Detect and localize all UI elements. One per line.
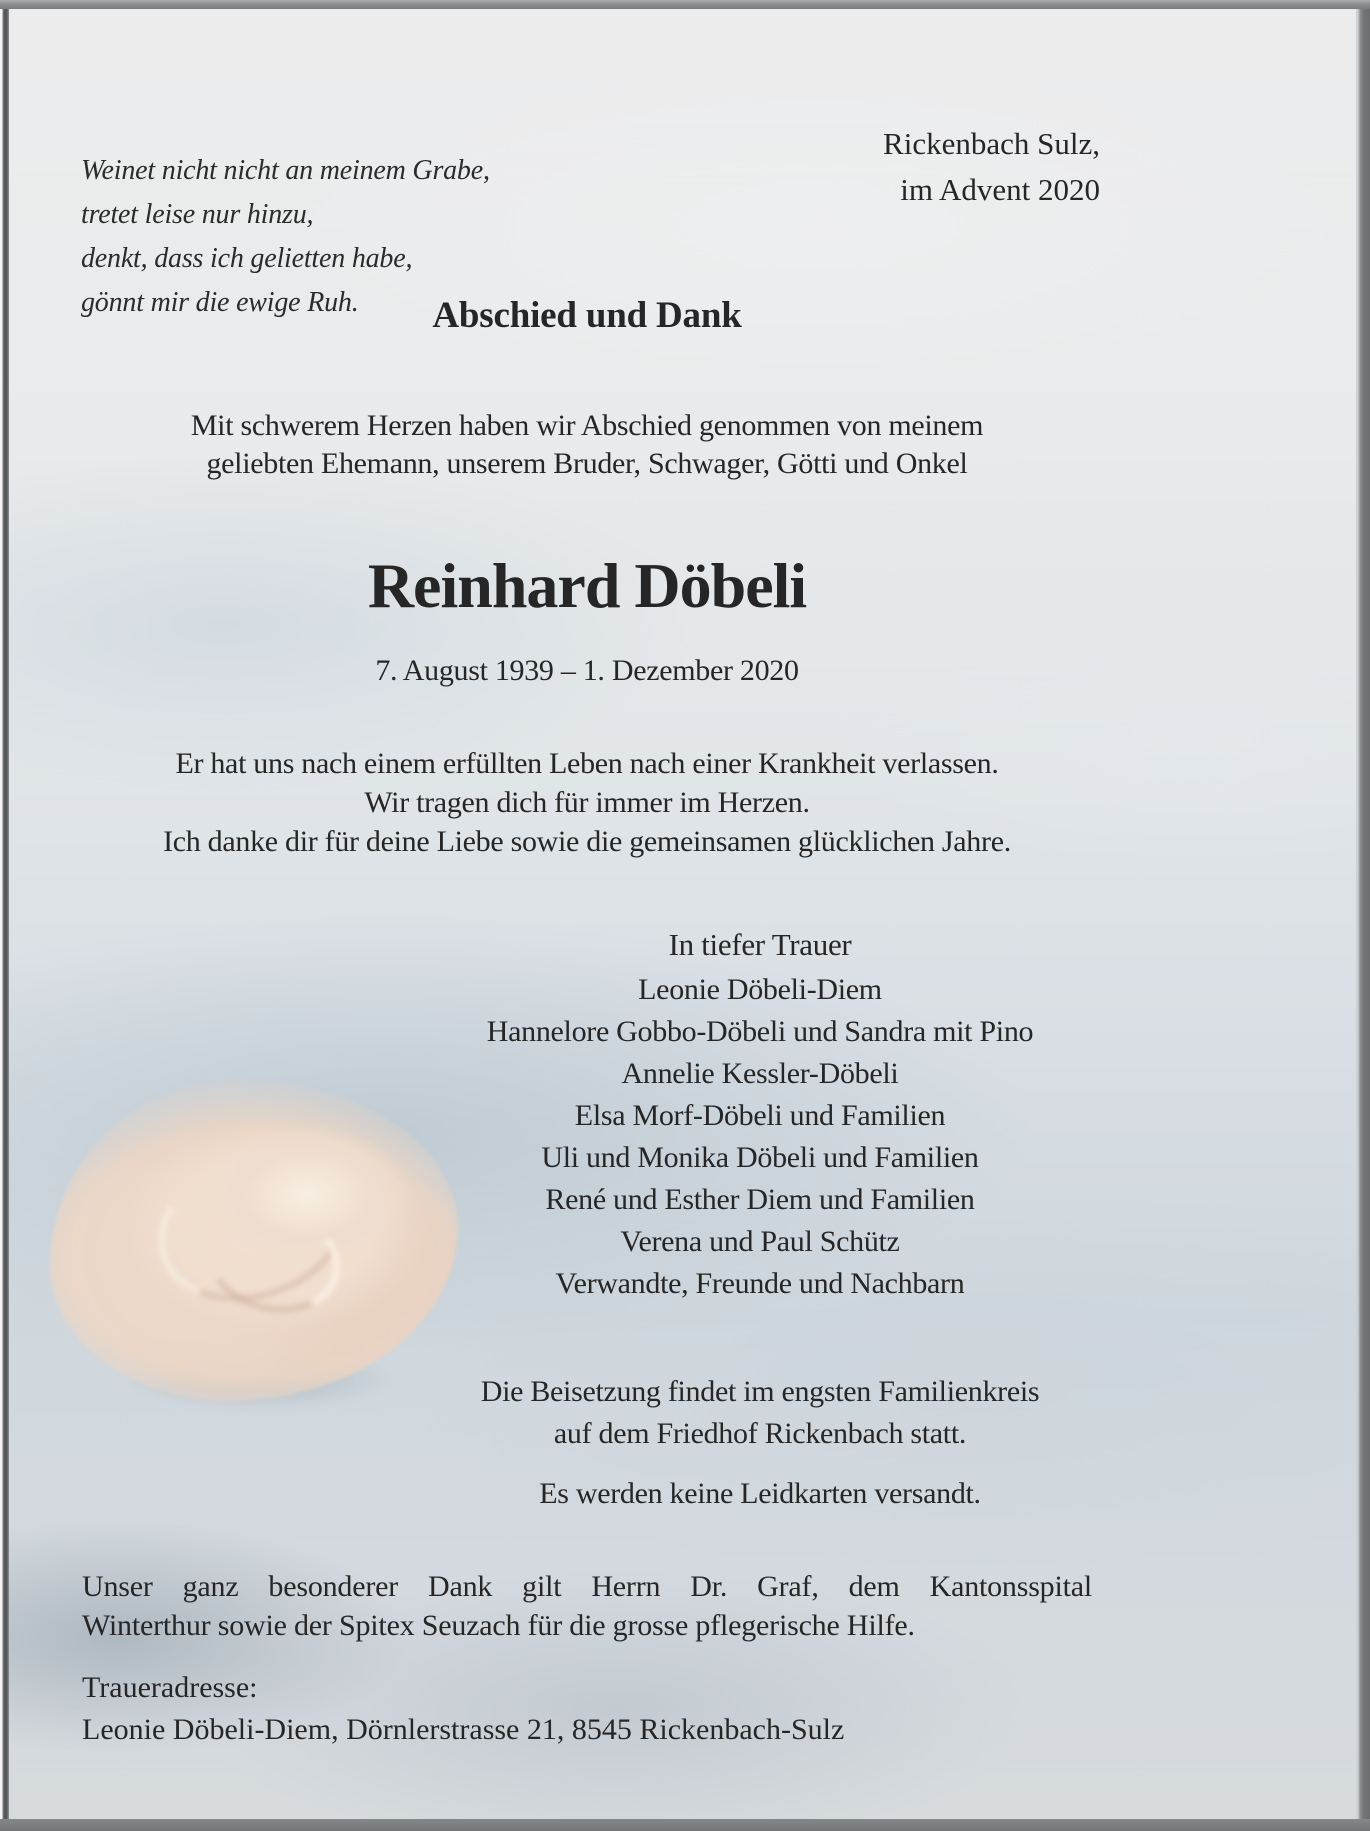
mourner-name: Leonie Döbeli-Diem: [638, 973, 882, 1006]
tribute-paragraph: [82, 744, 1092, 861]
cards-note: Es werden keine Leidkarten versandt.: [539, 1477, 981, 1510]
mourners-list: [330, 969, 1190, 1305]
location-date: [883, 121, 1100, 213]
mourner-name: Verwandte, Freunde und Nachbarn: [555, 1267, 965, 1300]
location-line: Rickenbach Sulz,: [883, 126, 1100, 161]
scan-edge-left: [0, 9, 9, 1819]
deceased-name: Reinhard Döbeli: [367, 550, 807, 621]
intro-line: geliebten Ehemann, unserem Bruder, Schwager, Götti und Onkel: [206, 447, 968, 480]
tribute-line: Wir tragen dich für immer im Herzen.: [364, 786, 810, 819]
memorial-notice: [9, 9, 1356, 1819]
thanks-line: Unser ganz besonderer Dank gilt Herrn Dr. Graf, dem Kantonsspital: [82, 1570, 1092, 1603]
mourning-address-label: Traueradresse:: [82, 1671, 258, 1704]
date-line: im Advent 2020: [900, 172, 1100, 207]
mourning-heading: In tiefer Trauer: [668, 927, 852, 962]
thanks-line: Winterthur sowie der Spitex Seuzach für die grosse pflegerische Hilfe.: [82, 1609, 915, 1642]
scan-edge-right: [1356, 9, 1370, 1819]
mourner-name: Annelie Kessler-Döbeli: [621, 1057, 899, 1090]
life-dates: 7. August 1939 – 1. Dezember 2020: [375, 654, 799, 687]
poem-line: Weinet nicht nicht an meinem Grabe,: [81, 155, 490, 186]
scan-edge-bottom: [0, 1819, 1370, 1831]
thanks-paragraph: [82, 1567, 1092, 1645]
mourner-name: Elsa Morf-Döbeli und Familien: [574, 1099, 946, 1132]
burial-info: [330, 1371, 1190, 1455]
notice-title: Abschied und Dank: [432, 295, 742, 336]
burial-line: auf dem Friedhof Rickenbach statt.: [553, 1417, 967, 1450]
mourner-name: Verena und Paul Schütz: [620, 1225, 900, 1258]
intro-line: Mit schwerem Herzen haben wir Abschied genommen von meinem: [190, 409, 984, 442]
mourner-name: Hannelore Gobbo-Döbeli und Sandra mit Pino: [486, 1015, 1034, 1048]
mourner-name: René und Esther Diem und Familien: [545, 1183, 975, 1216]
poem-line: tretet leise nur hinzu,: [81, 199, 314, 230]
burial-line: Die Beisetzung findet im engsten Familienkreis: [480, 1375, 1040, 1408]
tribute-line: Ich danke dir für deine Liebe sowie die gemeinsamen glücklichen Jahre.: [163, 825, 1011, 858]
poem-line: denkt, dass ich gelietten habe,: [81, 243, 413, 274]
mourning-address: Leonie Döbeli-Diem, Dörnlerstrasse 21, 8545 Rickenbach-Sulz: [82, 1713, 845, 1746]
tribute-line: Er hat uns nach einem erfüllten Leben nach einer Krankheit verlassen.: [175, 747, 999, 780]
scan-edge-top: [0, 0, 1370, 9]
mourner-name: Uli und Monika Döbeli und Familien: [541, 1141, 979, 1174]
poem-line: gönnt mir die ewige Ruh.: [81, 287, 359, 318]
intro-paragraph: [82, 407, 1092, 483]
